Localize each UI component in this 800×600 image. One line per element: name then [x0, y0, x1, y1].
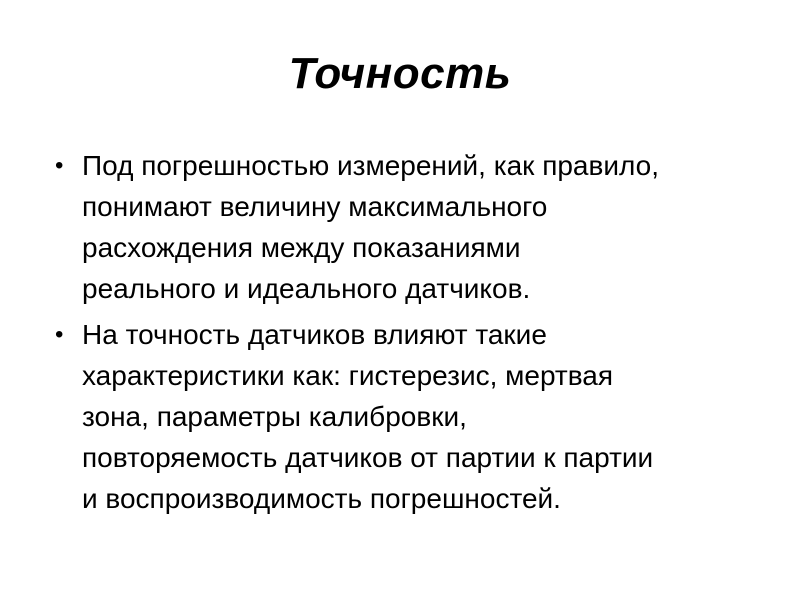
bullet-line: характеристики как: гистерезис, мертвая [82, 360, 614, 391]
bullet-line: реального и идеального датчиков. [82, 273, 531, 304]
bullet-list [55, 145, 755, 524]
bullet-line: зона, параметры калибровки, [82, 401, 467, 432]
bullet-line: Под погрешностью измерений, как правило, [82, 150, 660, 181]
bullet-line: понимают величину максимального [82, 191, 548, 222]
slide-title: Точность [288, 49, 512, 98]
bullet-line: повторяемость датчиков от партии к партии [82, 442, 654, 473]
bullet-line: расхождения между показаниями [82, 232, 521, 263]
bullet-icon: • [55, 321, 64, 348]
bullet-line: и воспроизводимость погрешностей. [82, 483, 561, 514]
bullet-item-sensor-accuracy [55, 314, 755, 519]
bullet-icon: • [55, 152, 64, 179]
bullet-line: На точность датчиков влияют такие [82, 319, 547, 350]
bullet-item-measurement-error [55, 145, 755, 309]
